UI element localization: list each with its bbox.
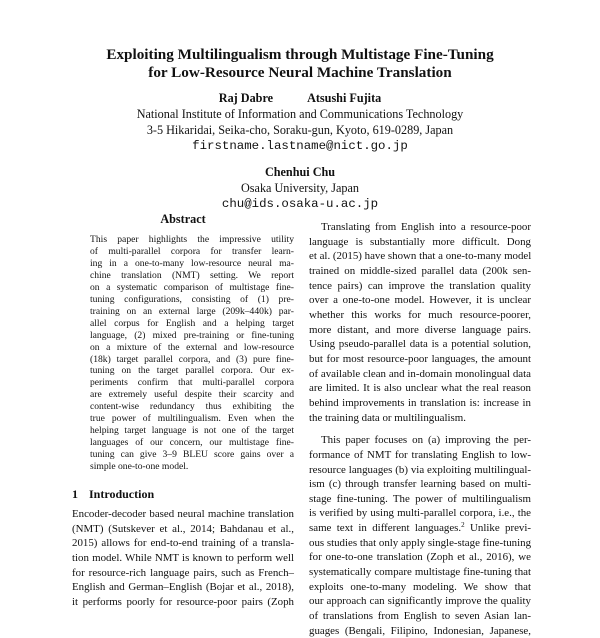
text-line: Encoder-decoder based neural machine translation [72, 508, 294, 521]
text-line: allel corpus for English and a helping target [90, 317, 294, 329]
text-line: ous studies that only apply single-stage fine-tuning [309, 536, 532, 549]
paper-header [0, 46, 600, 212]
text-line: simple one-to-one model. [90, 461, 189, 473]
text-line: (18k) target parallel corpora, and (3) pure fine- [90, 353, 294, 365]
text-line: our approach can significantly improve the quality [309, 595, 531, 608]
text-fragment: Unlike previ- [464, 522, 532, 535]
text-line: over a one-to-one model. However, it is unclear [309, 294, 531, 307]
text-line: language, (2) mixed pre-training or fine-tuning [90, 329, 294, 341]
text-line: tuning on the target parallel corpora. Our ex- [90, 365, 294, 377]
text-line: exploits one-to-many modeling. We show that [309, 580, 531, 593]
text-line: more distant, and more diverse language pairs. [309, 323, 531, 336]
affiliation-address: 3-5 Hikaridai, Seika-cho, Soraku-gun, Kyoto, 619-0289, Japan [146, 123, 454, 137]
text-line: trained on middle-sized parallel data (200k sen- [309, 264, 531, 277]
text-line: formance of NMT for translating English to low- [309, 448, 531, 461]
affiliation-line: National Institute of Information and Communications Technology [136, 107, 464, 121]
text-line: periments confirm that multi-parallel corpora [90, 377, 294, 389]
text-line: guages (Bengali, Filipino, Indonesian, Japanese, [309, 624, 531, 637]
text-line: stage fine-tuning. The power of multilingualism [309, 492, 531, 505]
section-title: Introduction [89, 487, 155, 502]
text-line: tuning configurations, consisting of (1) pre- [90, 293, 294, 305]
left-column [72, 212, 294, 610]
text-line: English and German–English (Bojar et al., 2018), [72, 581, 294, 594]
paper-title [0, 46, 600, 82]
text-line: for resource-rich language pairs, such as French– [72, 566, 294, 579]
text-line: it performs poorly for resource-poor pairs (Zoph [72, 596, 294, 608]
text-line: is verified by using multi-parallel corpora, i.e., the [309, 507, 531, 520]
text-line: languages of our concern, our multistage fine- [90, 437, 294, 449]
authors-row [0, 91, 600, 106]
text-line: are limited. It is also unclear what the real reason [309, 382, 531, 395]
text-line: content-wise redundancy thus exhibiting the [90, 401, 294, 413]
text-line: but for most resource-poor languages, the amount [309, 352, 531, 365]
intro-paragraph [72, 507, 294, 610]
section-number: 1 [72, 487, 78, 502]
author-name: Raj Dabre [218, 91, 274, 105]
text-line: helping target language is not one of the target [90, 425, 294, 437]
text-line: This paper highlights the impressive utility [90, 234, 294, 245]
text-line: are extremely useful despite their scarcity and [90, 389, 294, 401]
section-heading [72, 487, 294, 501]
text-line: ing in a one-to-many low-resource neural ma- [90, 257, 294, 269]
text-line: systematically compare multistage fine-tuning that [309, 566, 531, 579]
title-line-1: Exploiting Multilingualism through Multistage Fine-Tuning [106, 46, 494, 63]
text-line: same text in different languages.$^2$ Unlike previ- [309, 521, 532, 535]
title-line-2: for Low-Resource Neural Machine Translation [148, 64, 452, 81]
author-name: Chenhui Chu [264, 165, 336, 179]
text-line: tion model. While NMT is known to perform well [72, 552, 294, 565]
text-line: Translating from English into a resource-poor [321, 221, 531, 233]
author-email: firstname.lastname@nict.go.jp [192, 139, 408, 153]
text-line: et al. (2015) have shown that a one-to-many model [309, 250, 532, 263]
text-line: the training data or multilingualism. [309, 411, 466, 424]
text-line: This paper focuses on (a) improving the per- [321, 434, 531, 447]
text-line: 2015) allows for end-to-end training of a transla- [72, 537, 294, 550]
author-name: Atsushi Fujita [307, 91, 382, 105]
text-line: Using pseudo-parallel data is a potential solution, [309, 338, 531, 351]
text-line: ism (c) through transfer learning based on multi- [309, 478, 531, 491]
footnote-mark[interactable]: 2 [461, 521, 465, 530]
text-line: on a mixture of the external and low-resource [90, 341, 294, 353]
text-line: chine translation (NMT) setting. We report [90, 269, 294, 281]
text-line: for one-to-one translation (Zoph et al., 2016), we [309, 551, 531, 564]
text-line: of multi-parallel corpora for transfer learn- [90, 245, 294, 257]
text-line: language is substantially more difficult. Dong [309, 235, 531, 248]
right-column [309, 220, 531, 638]
abstract-text [90, 234, 294, 473]
text-line: whether this works for much resource-poorer, [309, 308, 531, 321]
affiliation-line: Osaka University, Japan [240, 181, 359, 195]
text-line: resource languages (b) via exploiting multilingual- [309, 463, 531, 476]
text-line: behind improvements in translation is: increase in [309, 396, 531, 409]
text-line: of translations from English to seven Asian lan- [309, 610, 531, 623]
text-line: tuning can give 3–9 BLEU score gains over a [90, 449, 294, 461]
author-email: chu@ids.osaka-u.ac.jp [221, 197, 379, 211]
text-line: (NMT) (Sutskever et al., 2014; Bahdanau et al., [72, 522, 294, 535]
abstract-heading: Abstract [160, 212, 206, 226]
text-line: tence pairs) can improve the translation quality [309, 279, 531, 292]
body-paragraph [309, 433, 531, 638]
text-line: training on an external large (209k–440k) par- [90, 305, 294, 317]
body-paragraph [309, 220, 531, 425]
text-line: of available clean and in-domain monolingual data [309, 367, 531, 380]
text-line: on a systematic comparison of multistage fine- [90, 281, 294, 293]
text-line: true power of multilingualism. Even when the [90, 413, 294, 425]
